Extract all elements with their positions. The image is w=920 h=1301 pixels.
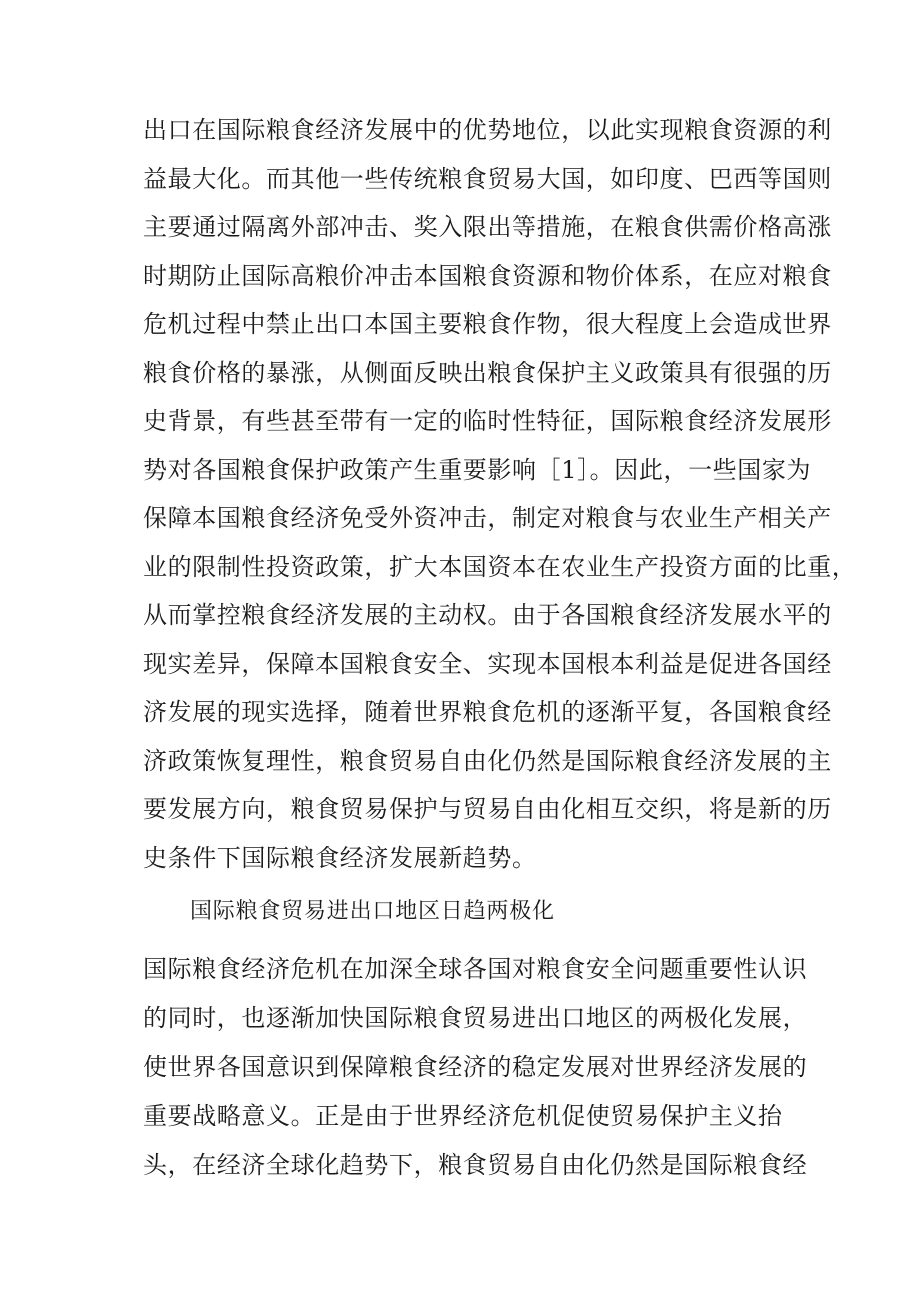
- text-line: 业的限制性投资政策，扩大本国资本在农业生产投资方面的比重，: [143, 552, 857, 581]
- text-line: 益最大化。而其他一些传统粮食贸易大国，如印度、巴西等国则: [143, 164, 832, 193]
- text-line: 济发展的现实选择，随着世界粮食危机的逐渐平复，各国粮食经: [143, 698, 832, 726]
- text-line: 史背景，有些甚至带有一定的临时性特征，国际粮食经济发展形: [143, 407, 832, 435]
- text-line: 主要通过隔离外部冲击、奖入限出等措施，在粮食供需价格高涨: [143, 213, 832, 241]
- text-line: 现实差异，保障本国粮食安全、实现本国根本利益是促进各国经: [143, 649, 832, 678]
- text-line: 史条件下国际粮食经济发展新趋势。: [143, 843, 537, 872]
- text-line: 要发展方向，粮食贸易保护与贸易自由化相互交织，将是新的历: [143, 795, 832, 823]
- text-line: 的同时，也逐渐加快国际粮食贸易进出口地区的两极化发展，: [143, 1004, 808, 1032]
- text-line: 头，在经济全球化趋势下，粮食贸易自由化仍然是国际粮食经: [143, 1151, 808, 1179]
- text-line: 势对各国粮食保护政策产生重要影响［1］。因此，一些国家为: [143, 455, 812, 484]
- text-line: 出口在国际粮食经济发展中的优势地位，以此实现粮食资源的利: [143, 116, 832, 144]
- body-paragraph-1: [143, 106, 856, 882]
- text-line: 从而掌控粮食经济发展的主动权。由于各国粮食经济发展水平的: [143, 601, 832, 629]
- text-line: 保障本国粮食经济免受外资冲击，制定对粮食与农业生产相关产: [143, 504, 832, 532]
- text-line: 济政策恢复理性，粮食贸易自由化仍然是国际粮食经济发展的主: [143, 746, 832, 775]
- section-heading: 国际粮食贸易进出口地区日趋两极化: [190, 899, 555, 924]
- text-line: 重要战略意义。正是由于世界经济危机促使贸易保护主义抬: [143, 1102, 783, 1130]
- text-line: 使世界各国意识到保障粮食经济的稳定发展对世界经济发展的: [143, 1053, 808, 1081]
- body-paragraph-2: [143, 945, 807, 1190]
- text-line: 国际粮食经济危机在加深全球各国对粮食安全问题重要性认识: [143, 955, 808, 983]
- text-line: 危机过程中禁止出口本国主要粮食作物，很大程度上会造成世界: [143, 310, 832, 338]
- text-line: 时期防止国际高粮价冲击本国粮食资源和物价体系，在应对粮食: [143, 261, 832, 290]
- text-line: 粮食价格的暴涨，从侧面反映出粮食保护主义政策具有很强的历: [143, 358, 832, 387]
